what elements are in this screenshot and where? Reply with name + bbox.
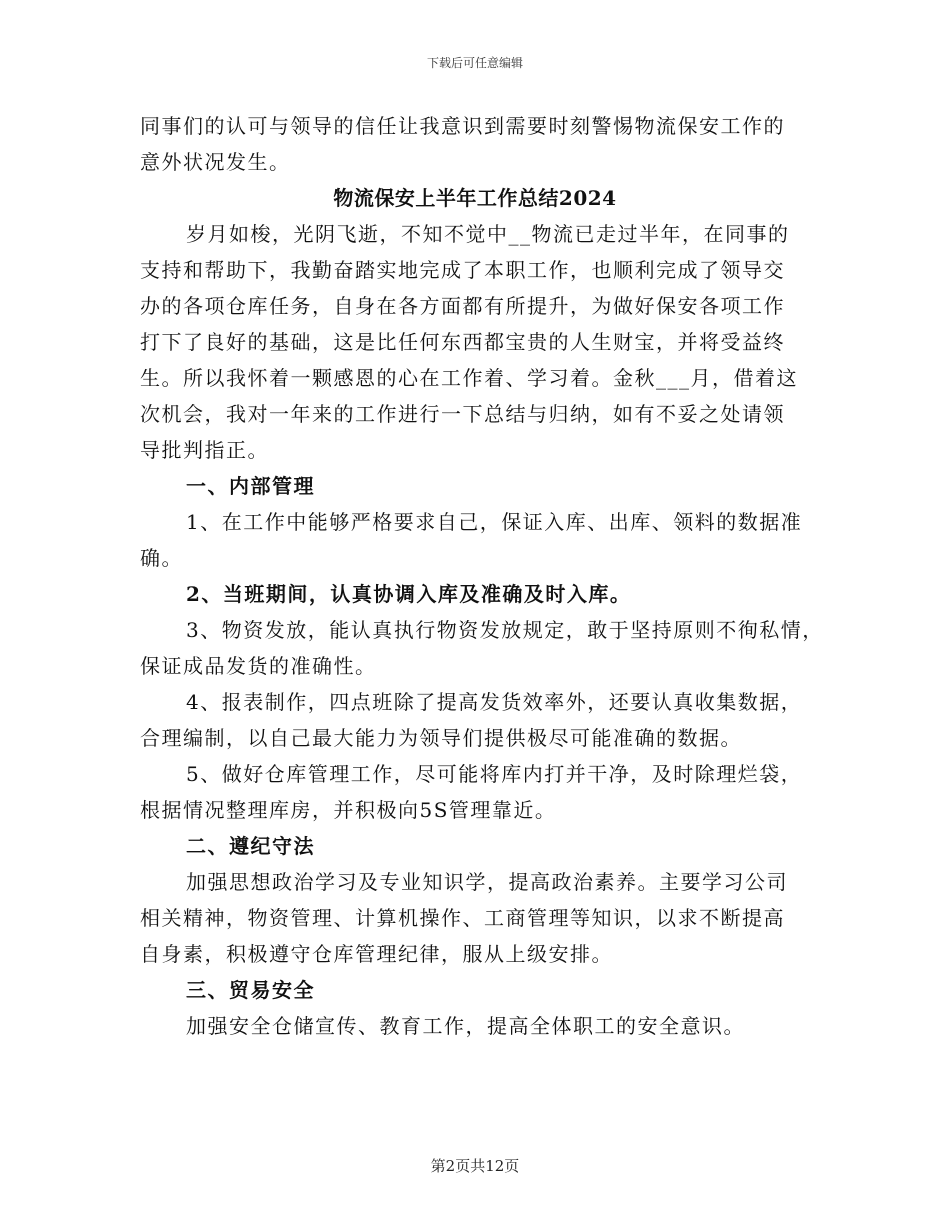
section1-item5-line-2: 根据情况整理库房，并积极向5S管理靠近。 — [140, 798, 557, 822]
section2-line-2: 相关精神，物资管理、计算机操作、工商管理等知识，以求不断提高 — [140, 906, 785, 930]
para1-line-6: 次机会，我对一年来的工作进行一下总结与归纳，如有不妥之处请领 — [140, 402, 785, 426]
para1-line-3: 办的各项仓库任务，自身在各方面都有所提升，为做好保安各项工作 — [140, 294, 785, 318]
intro-line-1: 同事们的认可与领导的信任让我意识到需要时刻警惕物流保安工作的 — [140, 114, 785, 138]
intro-line-2: 意外状况发生。 — [140, 150, 291, 174]
header-note: 下载后可任意编辑 — [426, 56, 523, 70]
section2-heading: 二、遵纪守法 — [186, 834, 315, 858]
section3-line-1: 加强安全仓储宣传、教育工作，提高全体职工的安全意识。 — [186, 1014, 745, 1038]
section1-item3-line-2: 保证成品发货的准确性。 — [140, 654, 377, 678]
section1-item4-line-2: 合理编制，以自己最大能力为领导们提供极尽可能准确的数据。 — [140, 726, 742, 750]
section2-line-3: 自身素，积极遵守仓库管理纪律，服从上级安排。 — [140, 942, 613, 966]
page-number: 第2页共12页 — [430, 1157, 520, 1175]
document-body — [140, 108, 824, 1044]
para1-line-1: 岁月如梭，光阴飞逝，不知不觉中__物流已走过半年，在同事的 — [186, 222, 790, 246]
section1-item1-line-2: 确。 — [140, 546, 183, 570]
document-title: 物流保安上半年工作总结2024 — [333, 186, 617, 210]
para1-line-2: 支持和帮助下，我勤奋踏实地完成了本职工作，也顺利完成了领导交 — [140, 258, 785, 282]
para1-line-7: 导批判指正。 — [140, 438, 269, 462]
section1-item2: 2、当班期间，认真协调入库及准确及时入库。 — [186, 582, 632, 606]
section1-item1-line-1: 1、在工作中能够严格要求自己，保证入库、出库、领料的数据准 — [186, 510, 803, 534]
section1-heading: 一、内部管理 — [186, 474, 315, 498]
section3-heading: 三、贸易安全 — [186, 978, 315, 1002]
section1-item4-line-1: 4、报表制作，四点班除了提高发货效率外，还要认真收集数据， — [186, 690, 803, 714]
section2-line-1: 加强思想政治学习及专业知识学，提高政治素养。主要学习公司 — [186, 870, 788, 894]
section1-item5-line-1: 5、做好仓库管理工作，尽可能将库内打并干净，及时除理烂袋， — [186, 762, 803, 786]
para1-line-5: 生。所以我怀着一颗感恩的心在工作着、学习着。金秋___月，借着这 — [140, 366, 798, 390]
section1-item3-line-1: 3、物资发放，能认真执行物资发放规定，敢于坚持原则不徇私情， — [186, 618, 824, 642]
para1-line-4: 打下了良好的基础，这是比任何东西都宝贵的人生财宝，并将受益终 — [140, 330, 785, 354]
